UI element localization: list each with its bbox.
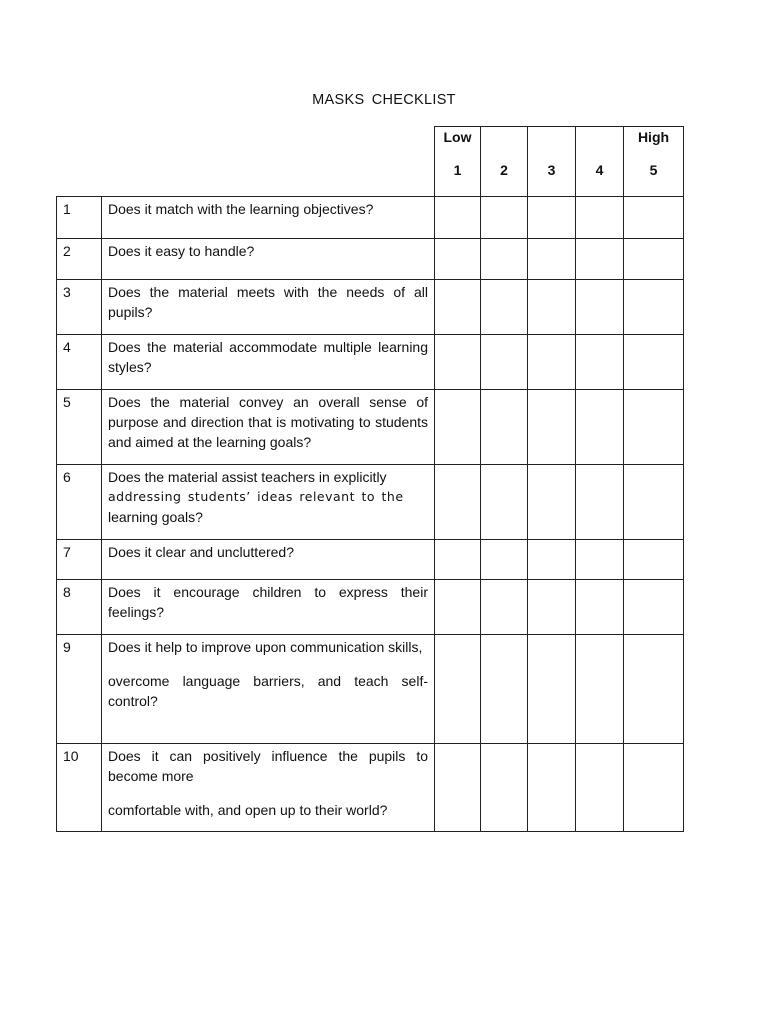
table-row [57, 465, 684, 540]
rating-column-2 [481, 127, 528, 197]
rating-cell-3[interactable] [528, 744, 576, 832]
table-row [57, 197, 684, 239]
table-row [57, 580, 684, 635]
rating-cell-5[interactable] [624, 580, 684, 635]
table-row [57, 280, 684, 335]
rating-number: 4 [595, 162, 604, 178]
item-question [102, 635, 435, 744]
rating-column-1 [435, 127, 481, 197]
rating-cell-3[interactable] [528, 635, 576, 744]
rating-cell-1[interactable] [435, 335, 481, 390]
rating-cell-2[interactable] [481, 465, 528, 540]
item-question [102, 239, 435, 280]
item-number: 6 [57, 465, 102, 540]
rating-cell-3[interactable] [528, 540, 576, 580]
rating-number: 5 [649, 162, 658, 178]
rating-cell-3[interactable] [528, 580, 576, 635]
rating-scale-header [434, 126, 684, 197]
rating-cell-5[interactable] [624, 465, 684, 540]
rating-cell-1[interactable] [435, 197, 481, 239]
table-row [57, 335, 684, 390]
item-number: 2 [57, 239, 102, 280]
rating-cell-1[interactable] [435, 744, 481, 832]
question-text: learning goals? [108, 509, 203, 525]
rating-cell-1[interactable] [435, 390, 481, 465]
item-number: 7 [57, 540, 102, 580]
rating-cell-4[interactable] [576, 540, 624, 580]
rating-cell-1[interactable] [435, 635, 481, 744]
table-row [57, 390, 684, 465]
item-question [102, 197, 435, 239]
rating-cell-4[interactable] [576, 744, 624, 832]
rating-cell-2[interactable] [481, 744, 528, 832]
table-row [57, 239, 684, 280]
rating-cell-5[interactable] [624, 744, 684, 832]
question-text: Does the material assist teachers in explicitly [108, 469, 387, 485]
rating-cell-1[interactable] [435, 239, 481, 280]
item-number: 8 [57, 580, 102, 635]
rating-cell-3[interactable] [528, 197, 576, 239]
rating-cell-5[interactable] [624, 335, 684, 390]
rating-cell-5[interactable] [624, 635, 684, 744]
question-text: Does the material meets with the needs of all pupils? [108, 284, 428, 320]
question-text: Does it match with the learning objectives? [108, 201, 374, 217]
rating-cell-2[interactable] [481, 540, 528, 580]
question-text: Does it help to improve upon communication skills, [108, 639, 423, 655]
item-question [102, 465, 435, 540]
item-number: 4 [57, 335, 102, 390]
rating-cell-4[interactable] [576, 580, 624, 635]
rating-cell-5[interactable] [624, 197, 684, 239]
rating-cell-4[interactable] [576, 635, 624, 744]
rating-number: 1 [453, 162, 462, 178]
rating-cell-1[interactable] [435, 580, 481, 635]
question-text: Does it can positively influence the pupils to become more [108, 748, 428, 784]
rating-cell-3[interactable] [528, 239, 576, 280]
rating-cell-3[interactable] [528, 280, 576, 335]
rating-cell-5[interactable] [624, 239, 684, 280]
question-text: Does it clear and uncluttered? [108, 544, 294, 560]
item-number: 10 [57, 744, 102, 832]
rating-cell-2[interactable] [481, 239, 528, 280]
item-question [102, 540, 435, 580]
rating-column-3 [528, 127, 576, 197]
rating-cell-2[interactable] [481, 280, 528, 335]
rating-cell-4[interactable] [576, 390, 624, 465]
rating-cell-2[interactable] [481, 580, 528, 635]
rating-cell-5[interactable] [624, 280, 684, 335]
rating-low-label: Low [443, 129, 472, 145]
rating-cell-4[interactable] [576, 239, 624, 280]
checklist-table [56, 196, 684, 832]
item-number: 5 [57, 390, 102, 465]
item-number: 1 [57, 197, 102, 239]
question-text: Does the material convey an overall sense of purpose and direction that is motivating to students and aimed at the learning goals? [108, 394, 428, 450]
question-text: Does it encourage children to express their feelings? [108, 584, 428, 620]
item-question [102, 280, 435, 335]
rating-high-label: High [637, 129, 670, 145]
rating-cell-3[interactable] [528, 390, 576, 465]
rating-number: 3 [547, 162, 556, 178]
question-text: addressing students’ ideas relevant to the [108, 489, 404, 504]
item-question [102, 335, 435, 390]
item-question [102, 744, 435, 832]
rating-cell-2[interactable] [481, 197, 528, 239]
rating-cell-5[interactable] [624, 540, 684, 580]
rating-cell-4[interactable] [576, 465, 624, 540]
question-text: overcome language barriers, and teach self-control? [108, 673, 428, 709]
item-number: 9 [57, 635, 102, 744]
rating-cell-3[interactable] [528, 335, 576, 390]
table-row [57, 540, 684, 580]
question-text: Does it easy to handle? [108, 243, 255, 259]
rating-cell-4[interactable] [576, 335, 624, 390]
table-row [57, 635, 684, 744]
rating-cell-2[interactable] [481, 390, 528, 465]
checklist-title: MASKS CHECKLIST [312, 92, 456, 108]
rating-number: 2 [500, 162, 508, 178]
rating-cell-2[interactable] [481, 335, 528, 390]
rating-cell-4[interactable] [576, 280, 624, 335]
rating-cell-5[interactable] [624, 390, 684, 465]
item-number: 3 [57, 280, 102, 335]
question-text: comfortable with, and open up to their world? [108, 802, 388, 818]
rating-cell-4[interactable] [576, 197, 624, 239]
rating-column-5 [624, 127, 684, 197]
item-question [102, 580, 435, 635]
rating-cell-1[interactable] [435, 280, 481, 335]
item-question [102, 390, 435, 465]
table-row [57, 744, 684, 832]
rating-column-4 [576, 127, 624, 197]
rating-cell-1[interactable] [435, 540, 481, 580]
rating-cell-2[interactable] [481, 635, 528, 744]
question-text: Does the material accommodate multiple learning styles? [108, 339, 428, 375]
rating-cell-3[interactable] [528, 465, 576, 540]
rating-cell-1[interactable] [435, 465, 481, 540]
